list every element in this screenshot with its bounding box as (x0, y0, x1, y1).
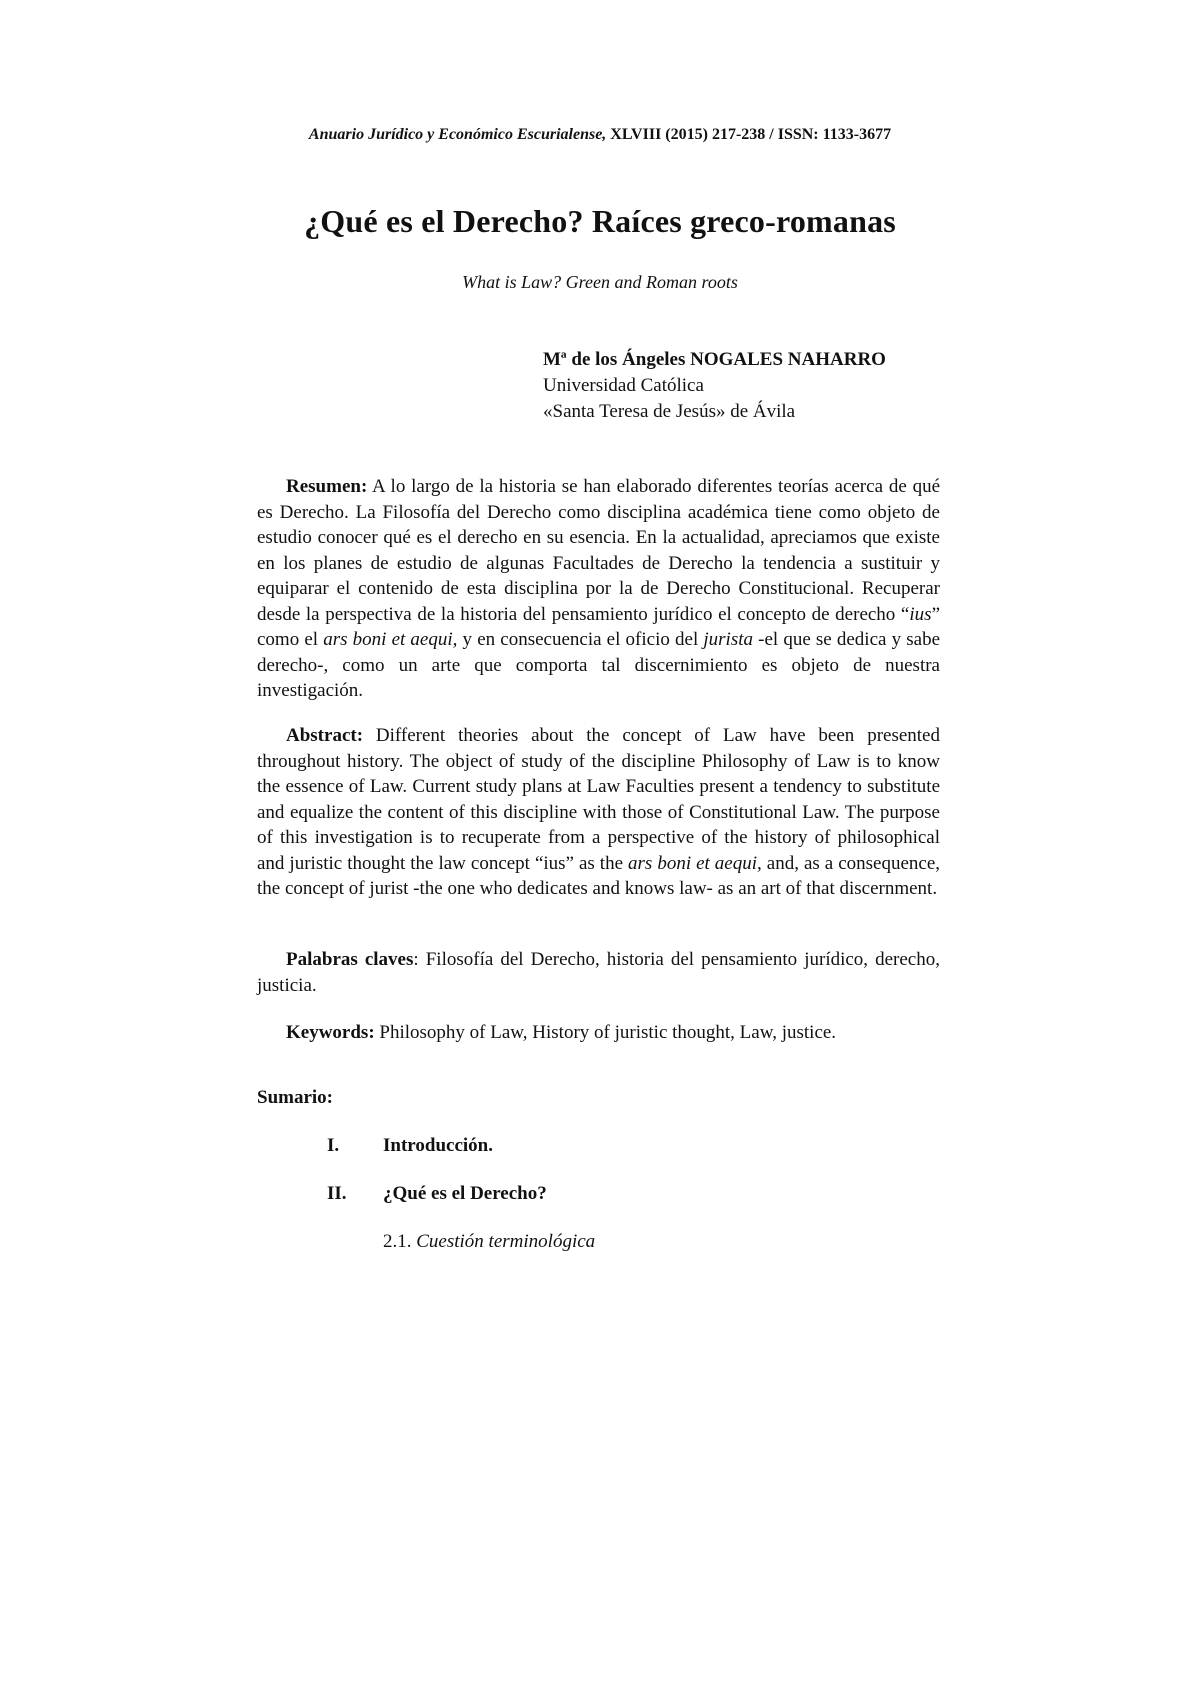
toc-item-number: I. (327, 1135, 340, 1156)
toc-item-number: II. (327, 1183, 347, 1204)
palabras-claves-label: Palabras claves (286, 949, 414, 970)
journal-name: Anuario Jurídico y Económico Escurialense, (308, 126, 607, 143)
toc-item-title: ¿Qué es el Derecho? (383, 1183, 547, 1204)
journal-issue: XLVIII (2015) 217-238 / ISSN: 1133-3677 (610, 126, 892, 143)
keywords-paragraph (257, 1020, 940, 1046)
resumen-jurista: jurista (703, 629, 753, 650)
toc-subitem-title: Cuestión terminológica (416, 1231, 596, 1252)
author-affiliation-city: «Santa Teresa de Jesús» de Ávila (543, 401, 796, 422)
resumen-text-2: ” como el (257, 603, 940, 650)
journal-header (0, 126, 1200, 144)
abstract-text: Different theories about the concept of Law have been presented throughout history. The object of study of the discipline Philosophy of Law is to know the essence of Law. Current study plans at Law Faculties present a tendency to substitute and equalize the content of this discipline with those of Constitutional Law. The purpose of this investigation is to recuperate from a perspective of the history of philosophical and juristic thought the law concept “ius” as the (257, 725, 940, 874)
resumen-text: A lo largo de la historia se han elaborado diferentes teorías acerca de qué es Derecho. La Filosofía del Derecho como disciplina académica tiene como objeto de estudio conocer qué es el derecho en su esencia. En la actualidad, apreciamos que existe en los planes de estudio de algunas Facultades de Derecho la tendencia a sustituir y equiparar el contenido de esta disciplina por la de Derecho Constitucional. Recuperar desde la perspectiva de la historia del pensamiento jurídico el concepto de derecho “ (257, 476, 940, 625)
author-affiliation: Universidad Católica (543, 375, 704, 396)
resumen-label: Resumen: (286, 476, 368, 497)
author-block (543, 347, 886, 425)
resumen-paragraph (257, 474, 940, 704)
toc-subitem (383, 1231, 595, 1253)
toc-item-title: Introducción. (383, 1135, 493, 1156)
keywords-text: Philosophy of Law, History of juristic thought, Law, justice. (374, 1022, 837, 1043)
abstract-label: Abstract: (286, 725, 364, 746)
sumario-label: Sumario: (257, 1087, 333, 1108)
resumen-text-4: -el que se dedica y sabe derecho-, como un arte que comporta tal discernimiento es objeto de nuestra investigación. (257, 629, 941, 701)
author-name: Mª de los Ángeles NOGALES NAHARRO (543, 349, 886, 370)
abstract-ars: ars boni et aequi, (628, 852, 762, 874)
abstract-paragraph (257, 723, 940, 902)
resumen-ius: ius (909, 603, 932, 625)
resumen-ars: ars boni et aequi, (323, 629, 458, 650)
article-title: ¿Qué es el Derecho? Raíces greco-romanas (304, 203, 896, 239)
palabras-claves-text: : Filosofía del Derecho, historia del pensamiento jurídico, derecho, justicia. (257, 949, 940, 996)
toc-subitem-number: 2.1. (383, 1231, 412, 1252)
palabras-claves-paragraph (257, 947, 940, 998)
keywords-label: Keywords: (286, 1022, 375, 1043)
resumen-text-3: y en consecuencia el oficio del (457, 629, 704, 650)
article-subtitle: What is Law? Green and Roman roots (462, 272, 738, 292)
abstract-text-2: and, as a consequence, the concept of jurist -the one who dedicates and knows law- as an art of that discernment. (257, 852, 940, 899)
